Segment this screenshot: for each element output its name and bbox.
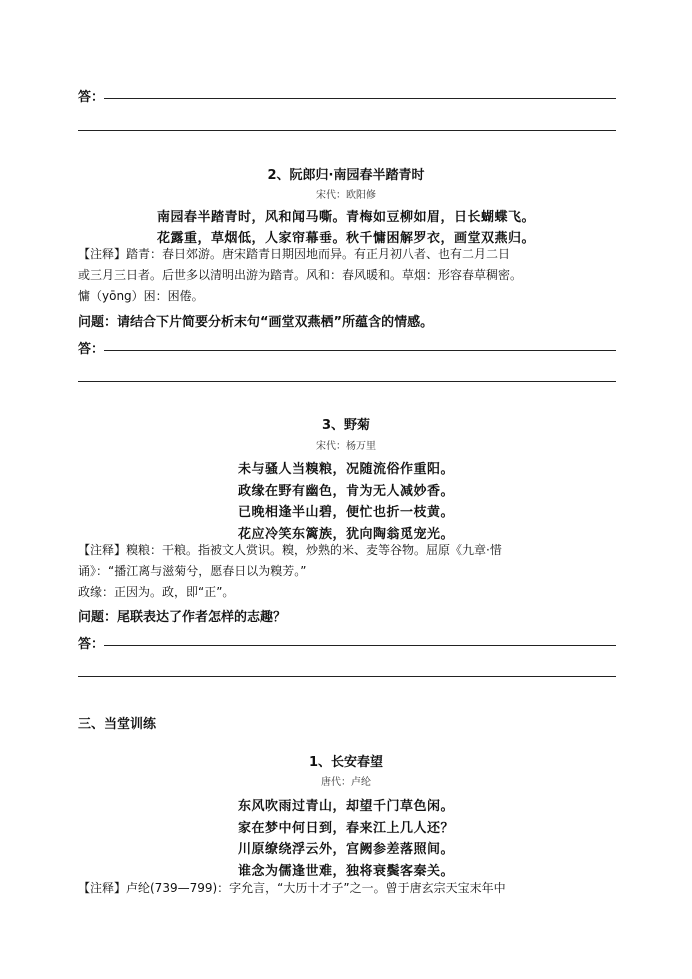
poem-author: 宋代：杨万里: [316, 441, 376, 452]
answer-line[interactable]: [104, 350, 616, 351]
poem-line: 东风吹雨过青山，却望千门草色闲。: [237, 799, 454, 814]
annotation: [78, 878, 624, 899]
annotation-line: 诵》：“播江离与滋菊兮，愿春日以为糗芳。”: [78, 564, 307, 578]
poem-line: 南园春半踏青时，风和闻马嘶。青梅如豆柳如眉，日长蝴蝶飞。: [156, 210, 535, 225]
poem-line: 已晚相逢半山碧，便忙也折一枝黄。: [237, 505, 454, 520]
annotation-line: 或三月三日者。后世多以清明出游为踏青。风和：春风暖和。草烟：形容春草稠密。: [78, 268, 523, 282]
answer-label: 答：: [78, 90, 105, 105]
poem-line: 政缘在野有幽色，肯为无人减妙香。: [237, 484, 454, 499]
answer-line[interactable]: [78, 676, 616, 677]
answer-label: 答：: [78, 342, 105, 357]
annotation: [78, 540, 624, 603]
answer-label: 答：: [78, 637, 105, 652]
poem-author: 唐代：卢纶: [321, 777, 371, 788]
poem-line: 谁念为儒逢世难，独将衰鬓客秦关。: [237, 864, 454, 879]
poem-line: 未与骚人当糗粮，况随流俗作重阳。: [237, 462, 454, 477]
annotation-line: 【注释】卢纶(739—799)：字允言，“大历十才子”之一。曾于唐玄宗天宝末年中: [78, 881, 506, 895]
poem-line: 家在梦中何日到，春来江上几人还？: [237, 821, 454, 836]
poem-line: 川原缭绕浮云外，宫阙参差落照间。: [237, 842, 454, 857]
annotation-line: 政缘：正因为。政，即“正”。: [78, 585, 235, 599]
poem-title: 3、野菊: [321, 418, 371, 433]
section-heading: 三、当堂训练: [78, 717, 157, 732]
annotation-line: 【注释】踏青：春日郊游。唐宋踏青日期因地而异。有正月初八者、也有二月二日: [78, 247, 511, 261]
annotation: [78, 244, 624, 307]
answer-line[interactable]: [104, 98, 616, 99]
question: 问题：请结合下片简要分析末句“画堂双燕栖”所蕴含的情感。: [78, 315, 434, 330]
answer-line[interactable]: [104, 645, 616, 646]
question: 问题：尾联表达了作者怎样的志趣？: [78, 610, 287, 625]
annotation-line: 慵（yōng）困：困倦。: [78, 289, 204, 303]
poem-line: 花应冷笑东篱族，犹向陶翁觅宠光。: [237, 527, 454, 542]
answer-line[interactable]: [78, 381, 616, 382]
annotation-line: 【注释】糗粮：干粮。指被文人赏识。糗，炒熟的米、麦等谷物。屈原《九章·惜: [78, 543, 502, 557]
poem-title: 1、长安春望: [308, 755, 384, 770]
poem-title: 2、阮郎归·南园春半踏青时: [267, 168, 425, 183]
poem-line: 花露重，草烟低，人家帘幕垂。秋千慵困解罗衣，画堂双燕归。: [156, 231, 535, 246]
answer-line[interactable]: [78, 130, 616, 131]
poem-author: 宋代：欧阳修: [316, 190, 376, 201]
